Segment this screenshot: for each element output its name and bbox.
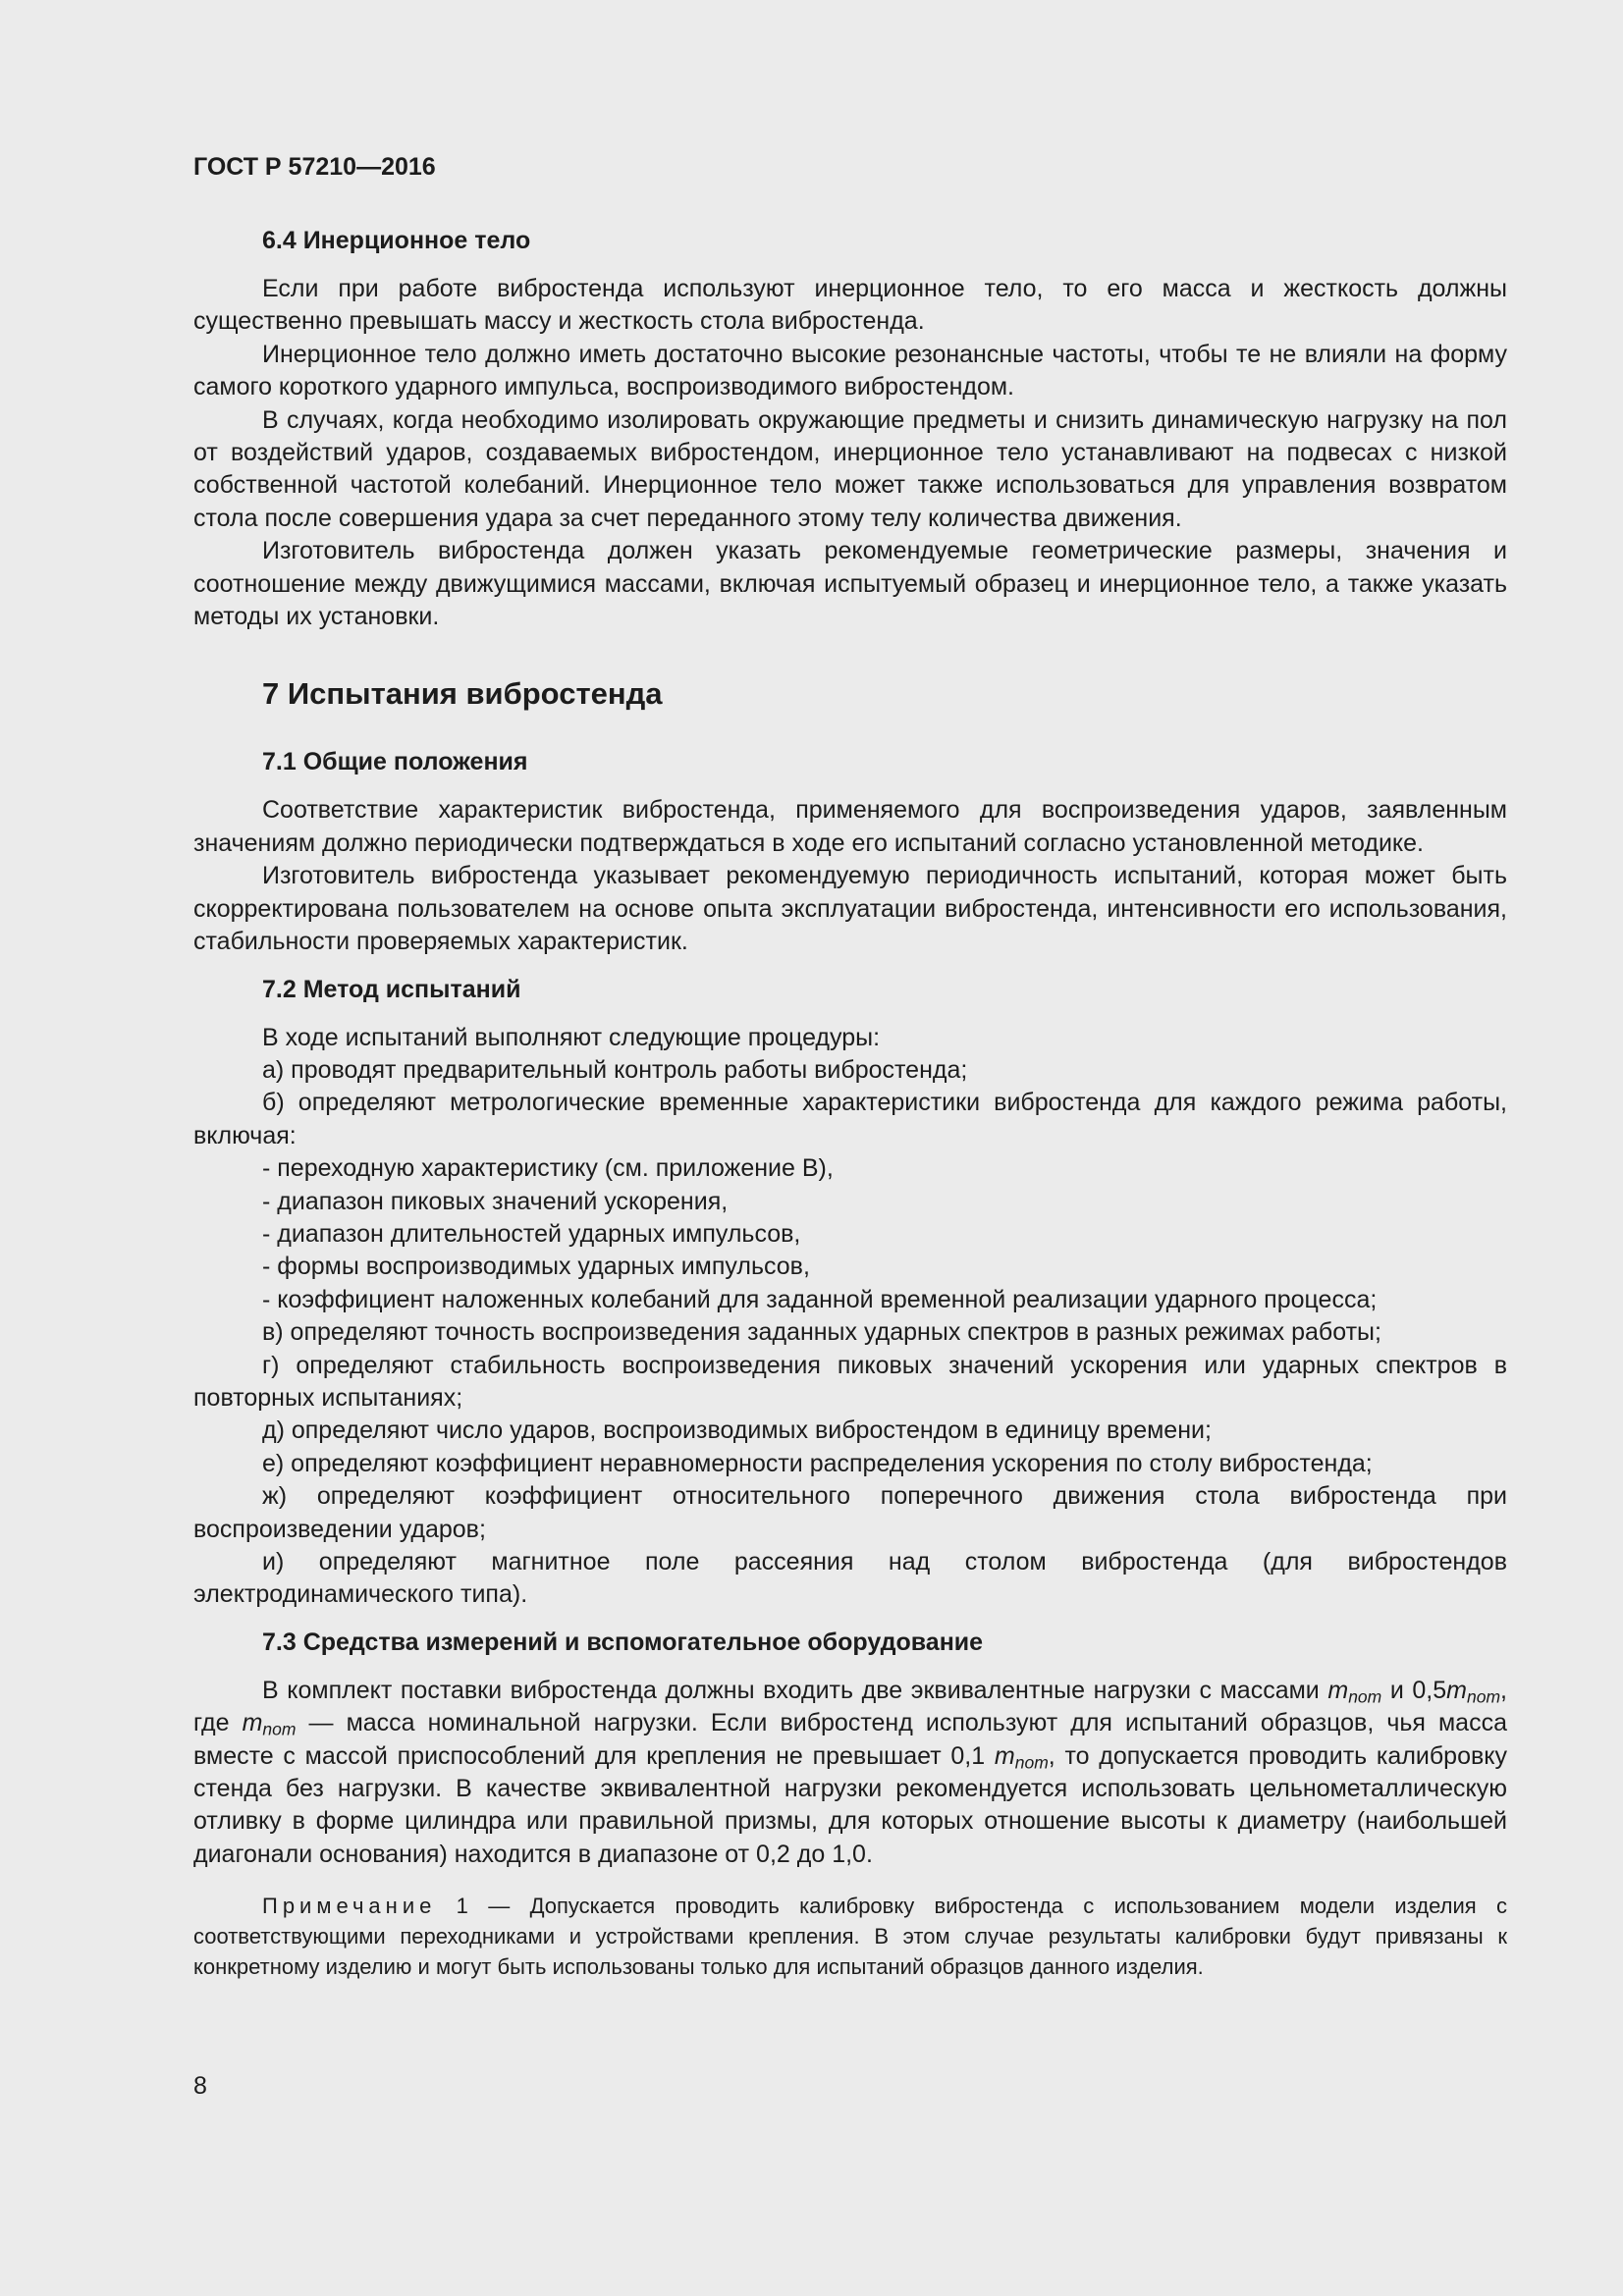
paragraph: Соответствие характеристик вибростенда, применяемого для воспроизведения ударов, заявленным значениям должно периодически подтверждаться в ходе его испытаний согласно установленной методике. [193, 796, 1507, 857]
list-item: е) определяют коэффициент неравномерности распределения ускорения по столу вибростенда; [262, 1449, 1373, 1477]
mass-symbol: m [1446, 1676, 1467, 1704]
list-item: д) определяют число ударов, воспроизводимых вибростендом в единицу времени; [262, 1416, 1212, 1445]
dash-item: - переходную характеристику (см. приложение В), [262, 1154, 834, 1183]
document-code: ГОСТ Р 57210—2016 [193, 153, 436, 181]
list-item: в) определяют точность воспроизведения заданных ударных спектров в разных режимах работы; [262, 1318, 1381, 1347]
mass-subscript: nom [262, 1719, 297, 1739]
list-item: г) определяют стабильность воспроизведения пиковых значений ускорения или ударных спектров в повторных испытаниях; [193, 1351, 1507, 1412]
mass-symbol: m [1327, 1676, 1349, 1704]
dash-item: - формы воспроизводимых ударных импульсов, [262, 1253, 810, 1281]
section-7-3-title: 7.3 Средства измерений и вспомогательное оборудование [262, 1628, 984, 1656]
mass-subscript: nom [1348, 1686, 1382, 1707]
paragraph: В случаях, когда необходимо изолировать окружающие предметы и снизить динамическую нагрузку на пол от воздействий ударов, создаваемых вибростендом, инерционное тело устанавливают на подвесах с низкой собственной частотой колебаний. Инерционное тело может также использоваться для управления возвратом стола после совершения удара за счет переданного этому телу количества движения. [193, 405, 1507, 532]
list-item: а) проводят предварительный контроль работы вибростенда; [262, 1055, 968, 1084]
note-label: Примечание [262, 1894, 437, 1919]
paragraph-equivalent-loads: В комплект поставки вибростенда должны входить две эквивалентные нагрузки с массами $m_{nom}$ и $0,5m_{nom}$, где $m_{nom}$ — масса номинальной нагрузки. Если вибростенд используют для испытаний образцов, чья масса вместе с массой приспособлений для крепления не превышает 0,1 $m_{nom}$, то допускается проводить калибровку стенда без нагрузки. В качестве эквивалентной нагрузки рекомендуется использовать цельнометаллическую отливку в форме цилиндра или правильной призмы, для которых отношение высоты к диаметру (наибольшей диагонали основания) находится в диапазоне от 0,2 до 1,0. [193, 1676, 1507, 1868]
mass-subscript: nom [1466, 1686, 1501, 1707]
note-text: 1 — Допускается проводить калибровку вибростенда с использованием модели изделия с соответствующими переходниками и устройствами крепления. В этом случае результаты калибровки будут привязаны к конкретному изделию и могут быть использованы только для испытаний образцов данного изделия. [193, 1894, 1507, 1980]
paragraph: Инерционное тело должно иметь достаточно высокие резонансные частоты, чтобы те не влияли на форму самого короткого ударного импульса, воспроизводимого вибростендом. [193, 340, 1507, 401]
page-content [193, 147, 1507, 1982]
mass-symbol: m [994, 1741, 1015, 1770]
paragraph: Если при работе вибростенда используют инерционное тело, то его масса и жесткость должны существенно превышать массу и жесткость стола вибростенда. [193, 275, 1507, 336]
paragraph: Изготовитель вибростенда должен указать рекомендуемые геометрические размеры, значения и соотношение между движущимися массами, включая испытуемый образец и инерционное тело, а также указать методы их установки. [193, 537, 1507, 631]
section-7-title: 7 Испытания вибростенда [262, 676, 663, 712]
page-number: 8 [193, 2072, 207, 2100]
mass-subscript: nom [1014, 1752, 1049, 1772]
list-item: ж) определяют коэффициент относительного поперечного движения стола вибростенда при воспроизведении ударов; [193, 1482, 1507, 1543]
list-item: и) определяют магнитное поле рассеяния над столом вибростенда (для вибростендов электродинамического типа). [193, 1548, 1507, 1609]
section-6-4-title: 6.4 Инерционное тело [262, 227, 531, 254]
section-7-2-title: 7.2 Метод испытаний [262, 975, 521, 1003]
dash-item: - диапазон пиковых значений ускорения, [262, 1187, 729, 1215]
paragraph: Изготовитель вибростенда указывает рекомендуемую периодичность испытаний, которая может быть скорректирована пользователем на основе опыта эксплуатации вибростенда, интенсивности его использования, стабильности проверяемых характеристик. [193, 862, 1507, 956]
dash-item: - диапазон длительностей ударных импульсов, [262, 1219, 801, 1248]
list-item: б) определяют метрологические временные характеристики вибростенда для каждого режима работы, включая: [193, 1089, 1507, 1149]
note [193, 1891, 1507, 1982]
section-7-1-title: 7.1 Общие положения [262, 748, 528, 776]
mass-symbol: m [242, 1709, 263, 1737]
dash-item: - коэффициент наложенных колебаний для заданной временной реализации ударного процесса; [262, 1285, 1378, 1313]
list-intro: В ходе испытаний выполняют следующие процедуры: [262, 1023, 881, 1051]
